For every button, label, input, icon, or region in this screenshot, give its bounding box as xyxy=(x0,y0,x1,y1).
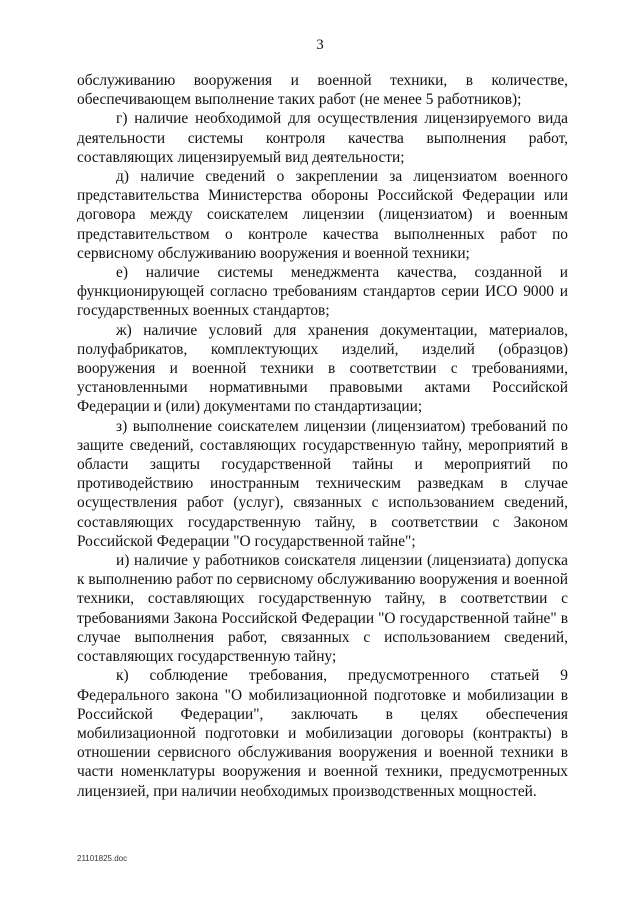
paragraph-item-k: к) соблюдение требования, предусмотренного статьей 9 Федерального закона "О мобилизационной подготовке и мобилизации в Российской Федерации", заключать в целях обеспечения мобилизационной подготовки и мобилизации договоры (контракты) в отношении сервисного обслуживания вооружения и военной техники в части номенклатуры вооружения и военной техники, предусмотренных лицензией, при наличии необходимых производственных мощностей. xyxy=(77,667,568,800)
paragraph-item-z: з) выполнение соискателем лицензии (лицензиатом) требований по защите сведений, составляющих государственную тайну, мероприятий в области защиты государственной тайны и мероприятий по противодействию иностранным техническим разведкам в случае осуществления работ (услуг), связанных с использованием сведений, составляющих государственную тайну, в соответствии с Законом Российской Федерации "О государственной тайне"; xyxy=(77,417,568,550)
paragraph-item-e: е) наличие системы менеджмента качества, созданной и функционирующей согласно требованиям стандартов серии ИСО 9000 и государственных военных стандартов; xyxy=(77,264,568,320)
paragraph-item-g: г) наличие необходимой для осуществления лицензируемого вида деятельности системы контроля качества выполнения работ, составляющих лицензируемый вид деятельности; xyxy=(77,110,568,166)
paragraph-item-zh: ж) наличие условий для хранения документации, материалов, полуфабрикатов, комплектующих изделий, изделий (образцов) вооружения и военной техники в соответствии с требованиями, установленными нормативными правовыми актами Российской Федерации и (или) документами по стандартизации; xyxy=(77,321,568,416)
footer-file-code: 21101825.doc xyxy=(77,854,128,863)
document-body xyxy=(77,71,568,801)
paragraph-continuation: обслуживанию вооружения и военной техники, в количестве, обеспечивающем выполнение таких работ (не менее 5 работников); xyxy=(77,72,568,109)
page-number: 3 xyxy=(316,37,324,53)
paragraph-item-i: и) наличие у работников соискателя лицензии (лицензиата) допуска к выполнению работ по сервисному обслуживанию вооружения и военной техники, составляющих государственную тайну, в соответствии с требованиями Закона Российской Федерации "О государственной тайне" в случае выполнения работ, связанных с использованием сведений, составляющих государственную тайну; xyxy=(77,552,568,666)
paragraph-item-d: д) наличие сведений о закреплении за лицензиатом военного представительства Министерства обороны Российской Федерации или договора между соискателем лицензии (лицензиатом) и военным представительством о контроле качества выполненных работ по сервисному обслуживанию вооружения и военной техники; xyxy=(77,168,568,262)
